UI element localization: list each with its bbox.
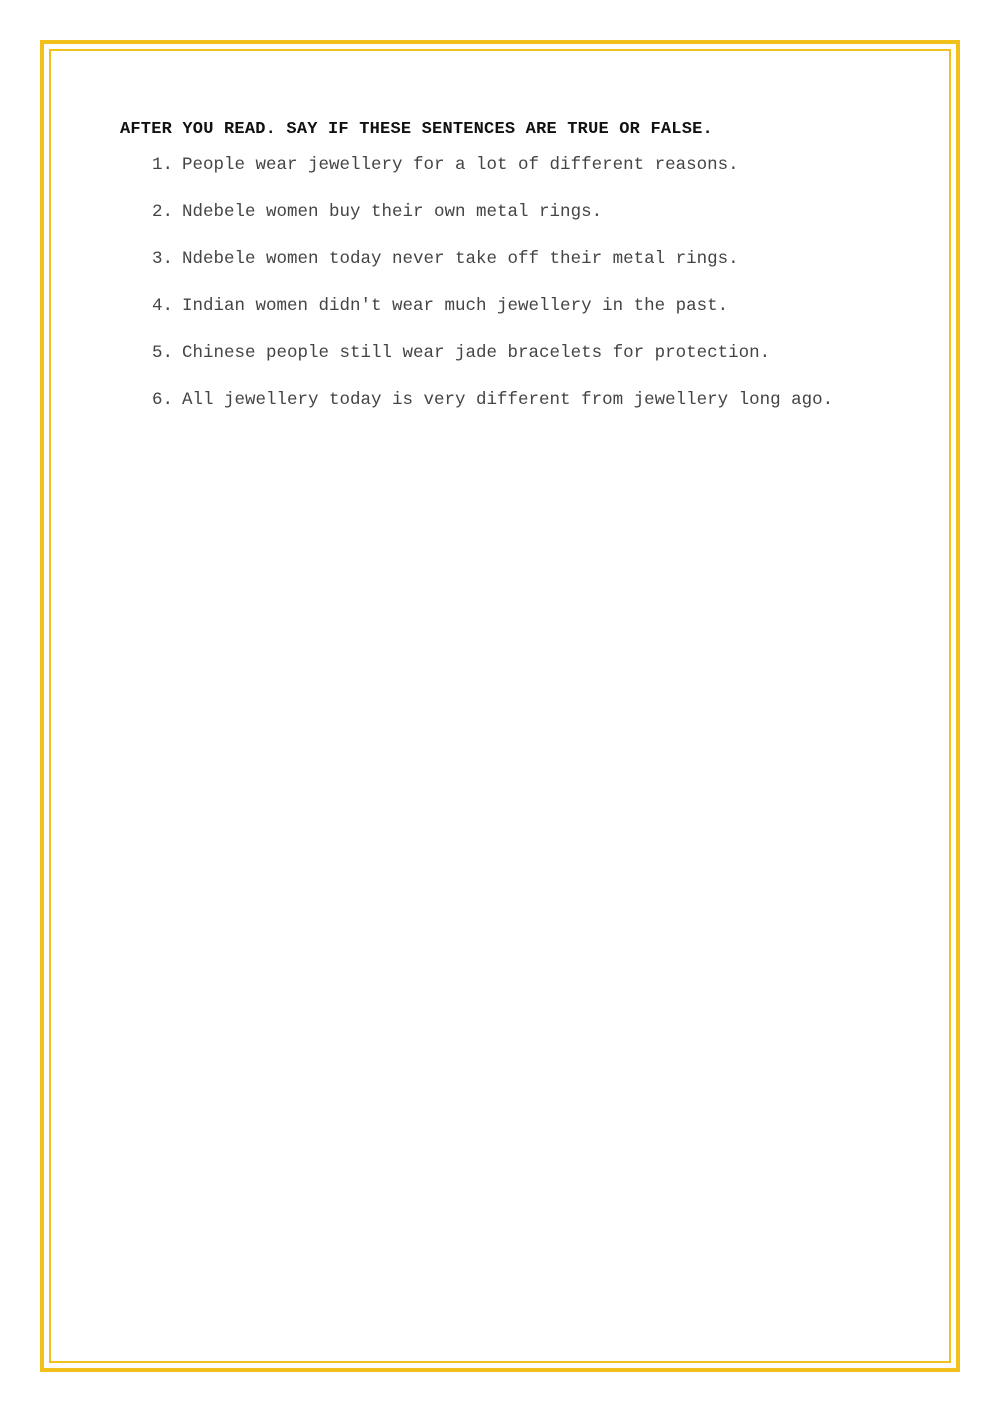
list-item [120,248,900,271]
item-text: All jewellery today is very different from jewellery long ago. [182,390,834,410]
list-item [120,389,900,412]
list-item [120,295,900,318]
item-number: 5. [152,343,174,363]
item-number: 4. [152,296,174,316]
item-text: Ndebele women today never take off their metal rings. [182,249,739,269]
list-item [120,201,900,224]
item-number: 2. [152,202,174,222]
worksheet-content [120,118,900,436]
item-text: Ndebele women buy their own metal rings. [182,202,603,222]
item-text: Chinese people still wear jade bracelets for protection. [182,343,771,363]
statement-list [120,154,900,412]
item-text: People wear jewellery for a lot of different reasons. [182,155,739,175]
item-number: 3. [152,249,174,269]
list-item [120,154,900,177]
list-item [120,342,900,365]
item-text: Indian women didn't wear much jewellery in the past. [182,296,729,316]
worksheet-heading: AFTER YOU READ. SAY IF THESE SENTENCES ARE TRUE OR FALSE. [120,120,713,139]
item-number: 1. [152,155,174,175]
item-number: 6. [152,390,174,410]
